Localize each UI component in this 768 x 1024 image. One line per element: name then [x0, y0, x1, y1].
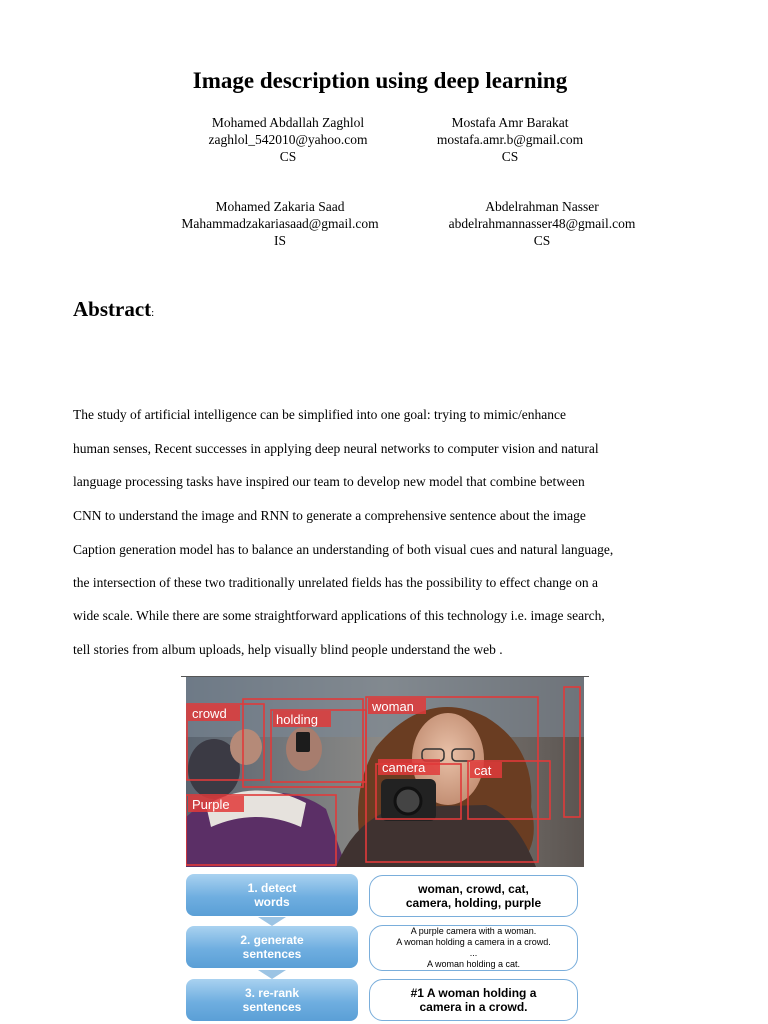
abstract-heading-text: Abstract [73, 297, 152, 321]
label-cat: cat [474, 763, 492, 778]
step-detect-words [186, 874, 358, 916]
author-dept: IS [273, 233, 286, 248]
step-rerank-sentences [186, 979, 358, 1021]
abstract-line: the intersection of these two traditionally unrelated fields has the possibility to effect change on a [73, 575, 598, 590]
down-arrow-icon [258, 917, 286, 926]
output-best-line: #1 A woman holding a [410, 986, 537, 1000]
author-block [412, 198, 672, 249]
label-woman: woman [372, 699, 414, 714]
step-label: 3. re-rank [244, 986, 299, 1000]
author-name: Mohamed Zakaria Saad [215, 199, 345, 214]
abstract-heading-colon: : [151, 307, 155, 319]
label-crowd: crowd [192, 706, 227, 721]
figure-pipeline [186, 677, 584, 1024]
abstract-line: human senses, Recent successes in applying deep neural networks to computer vision and natural [73, 441, 599, 456]
output-sentence: A purple camera with a woman. [410, 926, 537, 936]
down-arrow-icon [258, 970, 286, 979]
abstract-line: CNN to understand the image and RNN to generate a comprehensive sentence about the image [73, 508, 586, 523]
label-purple: Purple [192, 797, 230, 812]
output-words-line: woman, crowd, cat, [418, 882, 529, 896]
photo-detections [186, 677, 584, 867]
author-block [150, 198, 410, 249]
label-camera: camera [382, 760, 426, 775]
step-generate-sentences [186, 926, 358, 968]
author-name: Abdelrahman Nasser [485, 199, 599, 214]
author-email: Mahammadzakariasaad@gmail.com [181, 216, 379, 231]
abstract-line: wide scale. While there are some straightforward applications of this technology i.e. image search, [73, 608, 605, 623]
abstract-line: tell stories from album uploads, help visually blind people understand the web . [73, 642, 503, 657]
output-sentences [369, 925, 578, 971]
abstract-line: Caption generation model has to balance an understanding of both visual cues and natural language, [73, 542, 614, 557]
output-words-line: camera, holding, purple [405, 896, 542, 910]
author-email: abdelrahmannasser48@gmail.com [448, 216, 636, 231]
output-best-line: camera in a crowd. [419, 1000, 528, 1014]
abstract-line: The study of artificial intelligence can be simplified into one goal: trying to mimic/enhance [73, 407, 566, 422]
paper-title: Image description using deep learning [192, 68, 568, 93]
label-holding: holding [276, 712, 318, 727]
output-sentence: A woman holding a camera in a crowd. [396, 937, 551, 947]
output-sentence: ... [469, 948, 478, 958]
author-dept: CS [501, 149, 519, 164]
author-email: mostafa.amr.b@gmail.com [436, 132, 584, 147]
author-name: Mostafa Amr Barakat [451, 115, 569, 130]
output-words [369, 875, 578, 917]
step-label: sentences [242, 1000, 302, 1014]
author-email: zaghlol_542010@yahoo.com [208, 132, 368, 147]
abstract-line: language processing tasks have inspired our team to develop new model that combine between [73, 474, 585, 489]
author-name: Mohamed Abdallah Zaghlol [211, 115, 365, 130]
author-dept: CS [533, 233, 551, 248]
step-label: 1. detect [247, 881, 297, 895]
step-label: sentences [242, 947, 302, 961]
abstract-heading [73, 297, 154, 322]
output-best-sentence [369, 979, 578, 1021]
step-label: words [254, 895, 290, 909]
author-block [158, 114, 418, 165]
author-dept: CS [279, 149, 297, 164]
output-sentence: A woman holding a cat. [426, 959, 521, 969]
author-block [380, 114, 640, 165]
step-label: 2. generate [240, 933, 304, 947]
